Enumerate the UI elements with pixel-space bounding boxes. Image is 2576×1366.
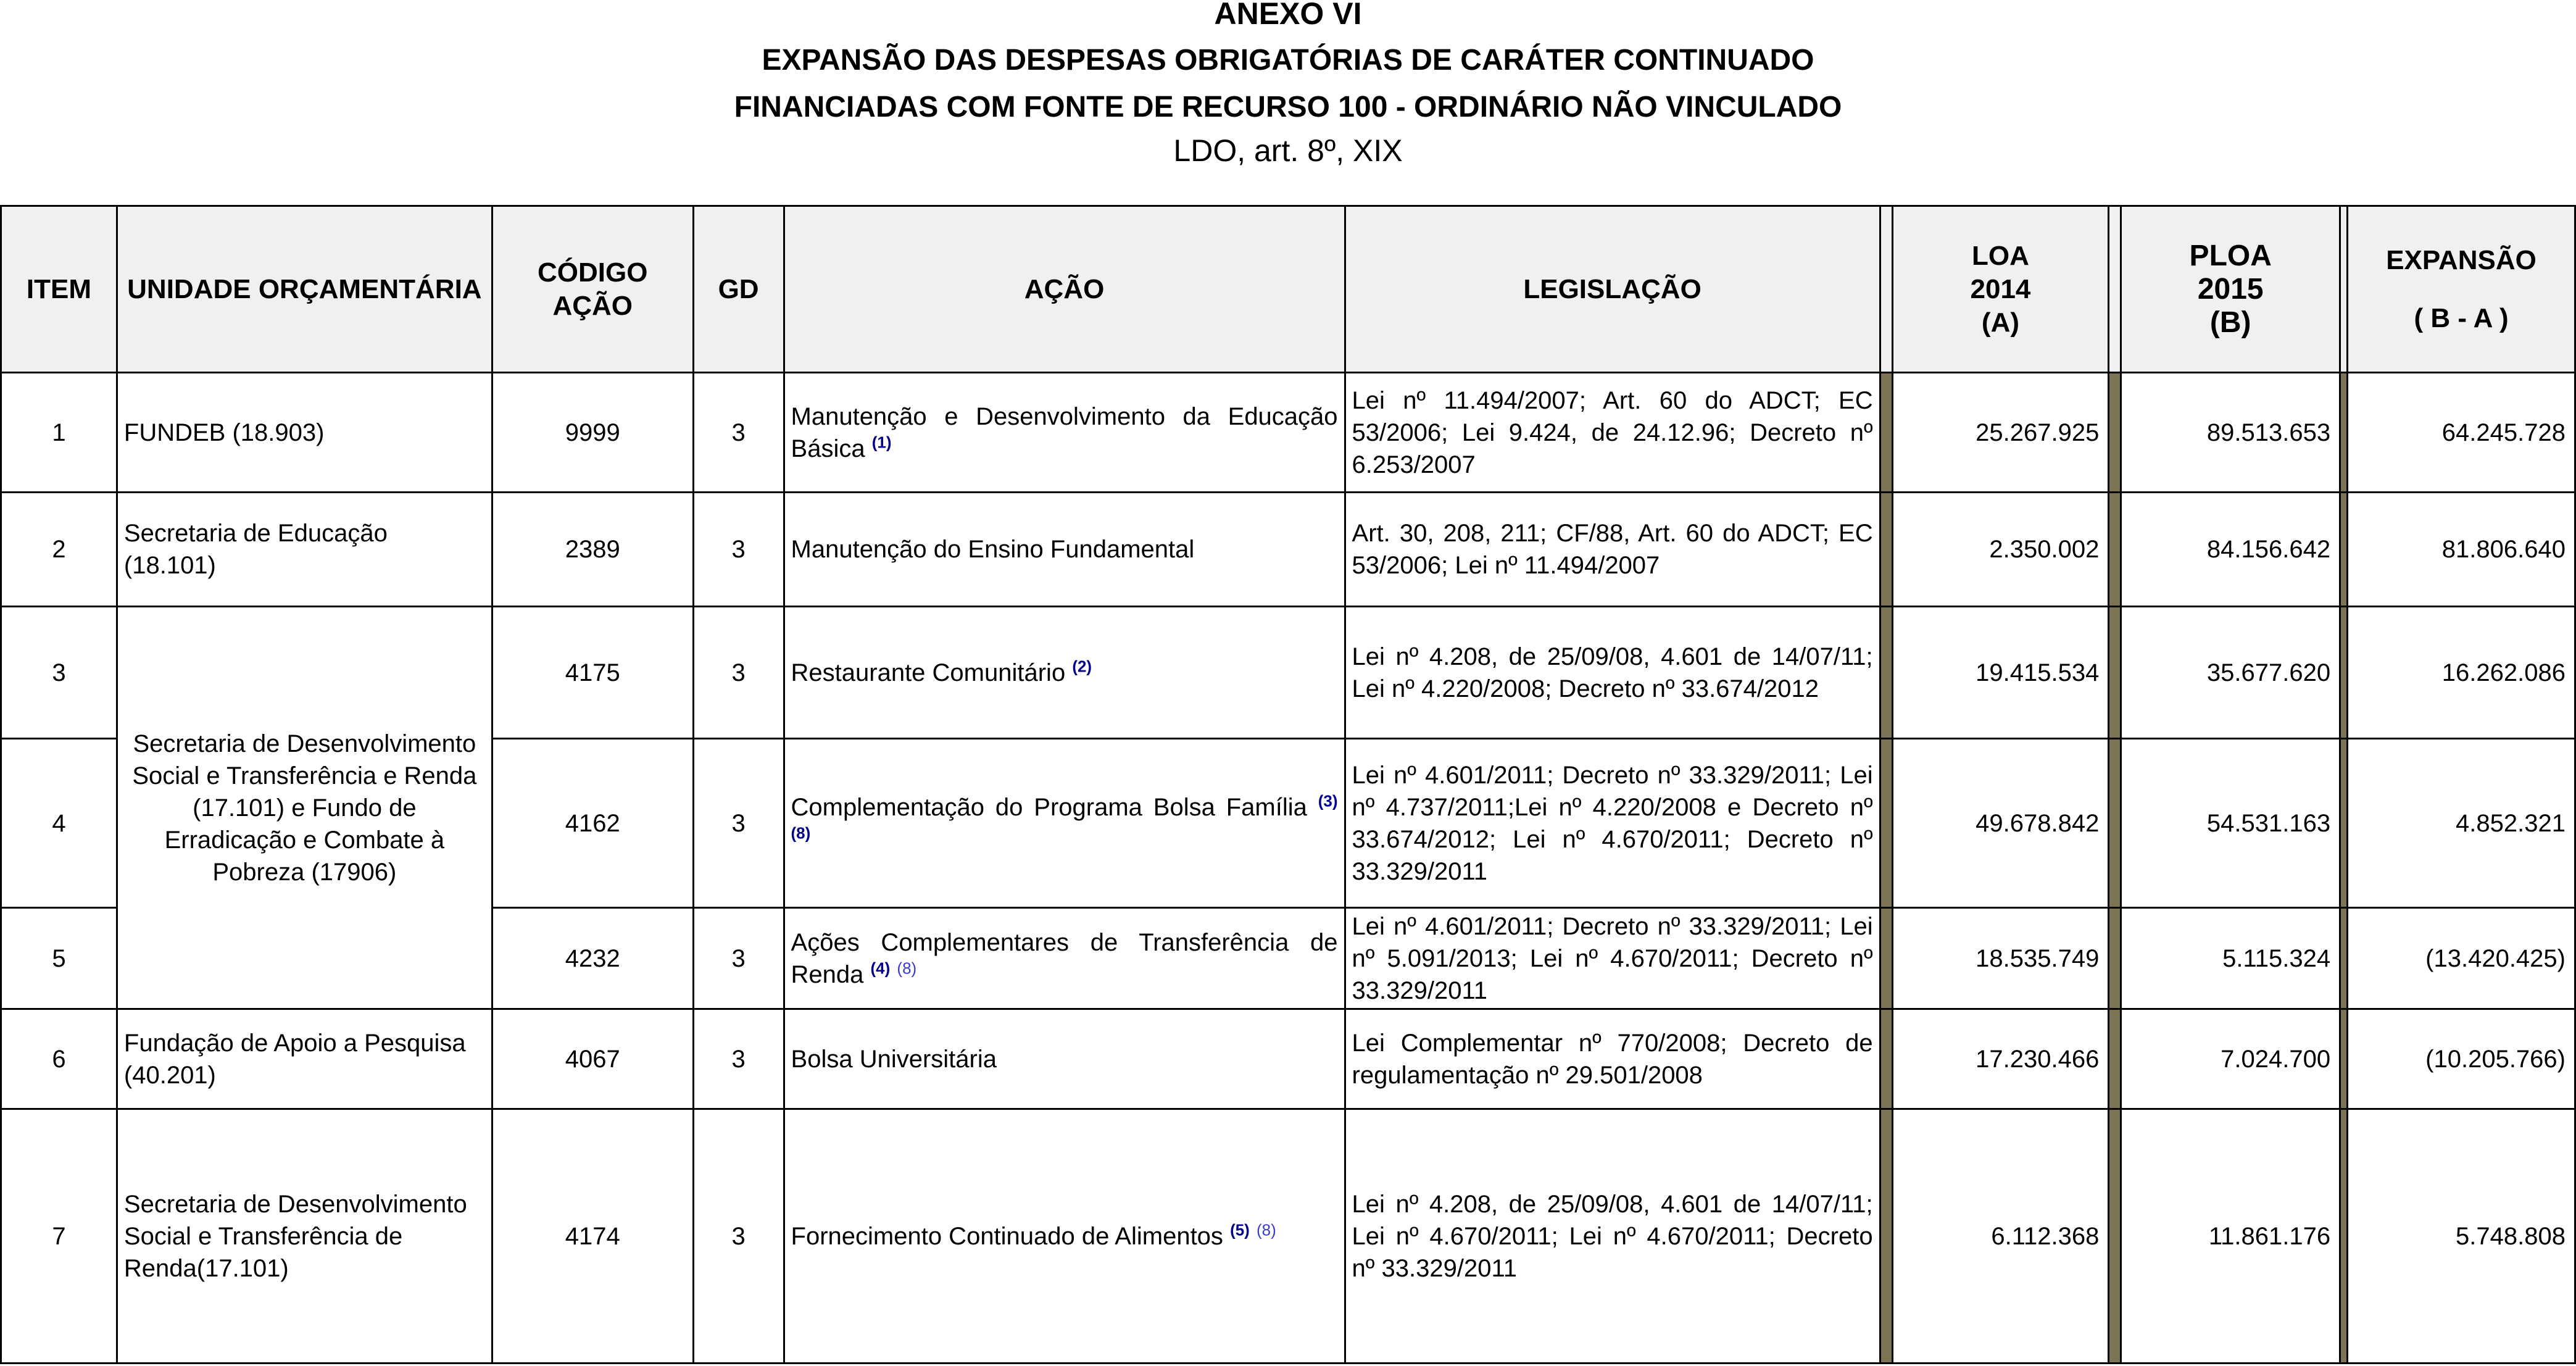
column-separator	[2109, 739, 2121, 908]
column-separator	[2340, 908, 2348, 1009]
column-separator	[2109, 373, 2121, 493]
col-header-gd: GD	[693, 206, 784, 373]
cell-loa: 19.415.534	[1892, 607, 2109, 739]
cell-loa: 25.267.925	[1892, 373, 2109, 493]
cell-codigo: 4175	[492, 607, 693, 739]
cell-expansao: 16.262.086	[2348, 607, 2575, 739]
column-separator	[1880, 373, 1892, 493]
column-separator	[2109, 1009, 2121, 1109]
cell-item: 6	[1, 1009, 117, 1109]
cell-acao	[784, 1109, 1345, 1364]
cell-expansao: 64.245.728	[2348, 373, 2575, 493]
cell-ploa: 5.115.324	[2121, 908, 2340, 1009]
cell-expansao: (13.420.425)	[2348, 908, 2575, 1009]
cell-loa: 49.678.842	[1892, 739, 2109, 908]
acao-text: Complementação do Programa Bolsa Família	[791, 793, 1307, 821]
cell-loa: 17.230.466	[1892, 1009, 2109, 1109]
table-row	[1, 493, 2575, 607]
table-row	[1, 607, 2575, 739]
cell-unidade: Fundação de Apoio a Pesquisa (40.201)	[117, 1009, 492, 1109]
column-separator	[1880, 1009, 1892, 1109]
column-separator	[2340, 739, 2348, 908]
table-header-row	[1, 206, 2575, 373]
annex-title: ANEXO VI	[1214, 0, 1362, 31]
cell-unidade: FUNDEB (18.903)	[117, 373, 492, 493]
col-header-legislacao: LEGISLAÇÃO	[1345, 206, 1880, 373]
cell-expansao: 81.806.640	[2348, 493, 2575, 607]
col-header-acao: AÇÃO	[784, 206, 1345, 373]
cell-ploa: 54.531.163	[2121, 739, 2340, 908]
table-row	[1, 1109, 2575, 1364]
cell-codigo: 2389	[492, 493, 693, 607]
cell-codigo: 4174	[492, 1109, 693, 1364]
cell-legislacao: Lei Complementar nº 770/2008; Decreto de regulamentação nº 29.501/2008	[1345, 1009, 1880, 1109]
footnote-ref: (8)	[1256, 1220, 1276, 1239]
col-header-loa-line2: 2014	[1970, 273, 2031, 304]
column-separator	[2340, 1109, 2348, 1364]
column-separator	[2340, 373, 2348, 493]
column-separator	[2109, 1109, 2121, 1364]
cell-ploa: 89.513.653	[2121, 373, 2340, 493]
cell-gd: 3	[693, 908, 784, 1009]
cell-codigo: 4232	[492, 908, 693, 1009]
cell-item: 2	[1, 493, 117, 607]
table-row	[1, 1009, 2575, 1109]
column-separator	[1880, 908, 1892, 1009]
col-header-expansao	[2348, 206, 2575, 373]
cell-expansao: (10.205.766)	[2348, 1009, 2575, 1109]
cell-legislacao: Lei nº 4.208, de 25/09/08, 4.601 de 14/07/11; Lei nº 4.220/2008; Decreto nº 33.674/2012	[1345, 607, 1880, 739]
cell-gd: 3	[693, 607, 784, 739]
cell-expansao: 4.852.321	[2348, 739, 2575, 908]
column-separator	[2109, 493, 2121, 607]
legal-reference: LDO, art. 8º, XIX	[1173, 133, 1403, 168]
col-header-codigo	[492, 206, 693, 373]
expense-table	[0, 205, 2576, 1364]
cell-item: 4	[1, 739, 117, 908]
cell-loa: 18.535.749	[1892, 908, 2109, 1009]
cell-acao: Manutenção do Ensino Fundamental	[784, 493, 1345, 607]
cell-gd: 3	[693, 373, 784, 493]
column-separator	[1880, 607, 1892, 739]
cell-codigo: 4067	[492, 1009, 693, 1109]
cell-gd: 3	[693, 1009, 784, 1109]
cell-acao	[784, 739, 1345, 908]
cell-legislacao: Lei nº 4.208, de 25/09/08, 4.601 de 14/07/11; Lei nº 4.670/2011; Lei nº 4.670/2011; Decreto nº 33.329/2011	[1345, 1109, 1880, 1364]
col-header-item: ITEM	[1, 206, 117, 373]
cell-expansao: 5.748.808	[2348, 1109, 2575, 1364]
column-separator	[2109, 908, 2121, 1009]
cell-legislacao: Lei nº 4.601/2011; Decreto nº 33.329/2011; Lei nº 4.737/2011;Lei nº 4.220/2008 e Decreto nº 33.674/2012; Lei nº 4.670/2011; Decreto nº 33.329/2011	[1345, 739, 1880, 908]
column-separator	[2340, 206, 2348, 373]
cell-acao	[784, 373, 1345, 493]
column-separator	[1880, 739, 1892, 908]
col-header-codigo-line1: CÓDIGO	[538, 257, 648, 288]
table-row	[1, 373, 2575, 493]
cell-legislacao: Lei nº 4.601/2011; Decreto nº 33.329/2011; Lei nº 5.091/2013; Lei nº 4.670/2011; Decreto nº 33.329/2011	[1345, 908, 1880, 1009]
annex-subtitle-2: FINANCIADAS COM FONTE DE RECURSO 100 - ORDINÁRIO NÃO VINCULADO	[734, 91, 1842, 123]
column-separator	[1880, 493, 1892, 607]
col-header-codigo-line2: AÇÃO	[552, 290, 633, 321]
column-separator	[1880, 1109, 1892, 1364]
cell-gd: 3	[693, 493, 784, 607]
column-separator	[2340, 493, 2348, 607]
col-header-loa-line3: (A)	[1981, 307, 2020, 338]
cell-ploa: 35.677.620	[2121, 607, 2340, 739]
col-header-loa-line1: LOA	[1972, 240, 2029, 271]
footnote-ref: (5)	[1230, 1220, 1250, 1239]
cell-acao	[784, 607, 1345, 739]
column-separator	[2340, 1009, 2348, 1109]
footnote-ref: (8)	[897, 959, 917, 978]
cell-ploa: 11.861.176	[2121, 1109, 2340, 1364]
footnote-ref: (1)	[871, 433, 892, 452]
cell-ploa: 84.156.642	[2121, 493, 2340, 607]
col-header-expansao-line2: ( B - A )	[2414, 302, 2509, 333]
cell-loa: 2.350.002	[1892, 493, 2109, 607]
cell-unidade: Secretaria de Desenvolvimento Social e Transferência de Renda(17.101)	[117, 1109, 492, 1364]
cell-ploa: 7.024.700	[2121, 1009, 2340, 1109]
col-header-unidade: UNIDADE ORÇAMENTÁRIA	[117, 206, 492, 373]
cell-acao	[784, 908, 1345, 1009]
cell-gd: 3	[693, 739, 784, 908]
cell-item: 3	[1, 607, 117, 739]
col-header-loa	[1892, 206, 2109, 373]
cell-item: 7	[1, 1109, 117, 1364]
cell-loa: 6.112.368	[1892, 1109, 2109, 1364]
column-separator	[2109, 607, 2121, 739]
column-separator	[2109, 206, 2121, 373]
column-separator	[2340, 607, 2348, 739]
acao-text: Fornecimento Continuado de Alimentos	[791, 1222, 1223, 1250]
cell-unidade: Secretaria de Desenvolvimento Social e Transferência e Renda (17.101) e Fundo de Erradicação e Combate à Pobreza (17906)	[117, 607, 492, 1009]
footnote-ref: (2)	[1072, 657, 1092, 676]
footnote-ref: (3) (8)	[791, 791, 1338, 843]
cell-legislacao: Lei nº 11.494/2007; Art. 60 do ADCT; EC 53/2006; Lei 9.424, de 24.12.96; Decreto nº 6.253/2007	[1345, 373, 1880, 493]
acao-text: Manutenção e Desenvolvimento da Educação Básica	[791, 402, 1338, 462]
annex-subtitle-1: EXPANSÃO DAS DESPESAS OBRIGATÓRIAS DE CARÁTER CONTINUADO	[762, 44, 1814, 77]
col-header-ploa-line3: (B)	[2209, 306, 2251, 339]
cell-legislacao: Art. 30, 208, 211; CF/88, Art. 60 do ADCT; EC 53/2006; Lei nº 11.494/2007	[1345, 493, 1880, 607]
acao-text: Ações Complementares de Transferência de Renda	[791, 928, 1338, 988]
col-header-ploa	[2121, 206, 2340, 373]
cell-codigo: 4162	[492, 739, 693, 908]
col-header-ploa-line1: PLOA	[2189, 239, 2272, 272]
cell-item: 1	[1, 373, 117, 493]
footnote-ref: (4)	[870, 959, 891, 978]
cell-acao: Bolsa Universitária	[784, 1009, 1345, 1109]
column-separator	[1880, 206, 1892, 373]
cell-item: 5	[1, 908, 117, 1009]
col-header-ploa-line2: 2015	[2197, 272, 2264, 306]
col-header-expansao-line1: EXPANSÃO	[2386, 244, 2537, 275]
acao-text: Restaurante Comunitário	[791, 659, 1066, 686]
cell-unidade: Secretaria de Educação (18.101)	[117, 493, 492, 607]
cell-codigo: 9999	[492, 373, 693, 493]
cell-gd: 3	[693, 1109, 784, 1364]
